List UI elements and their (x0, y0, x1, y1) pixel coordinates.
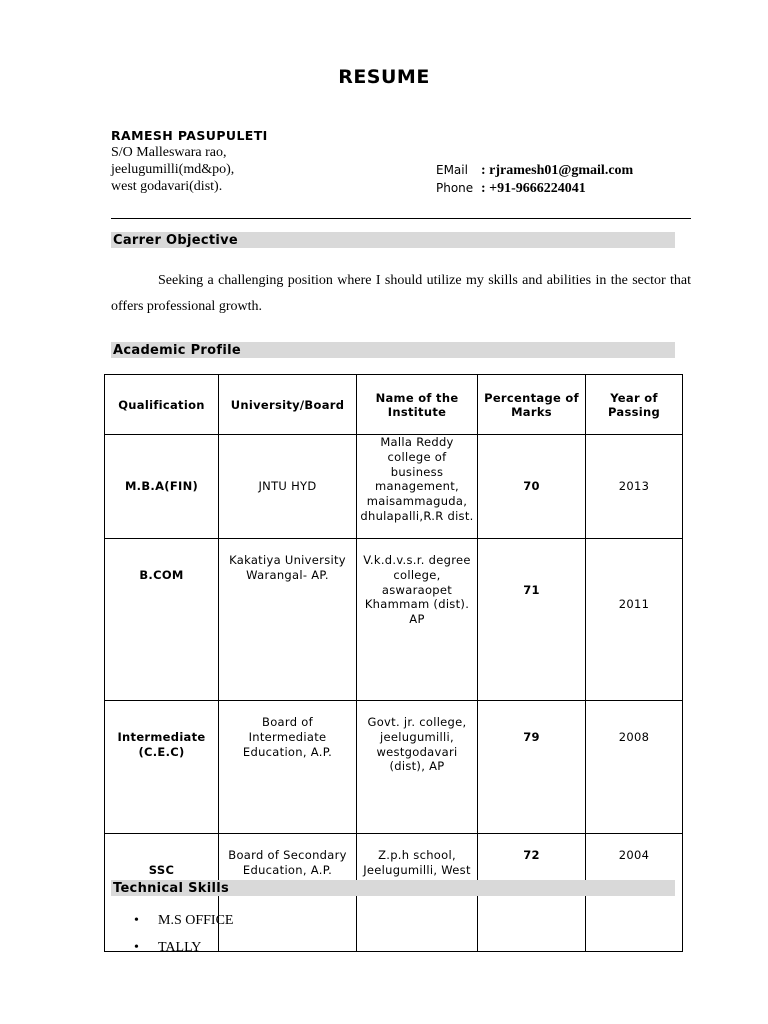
cell-year: 2011 (586, 539, 683, 701)
cell-institute: Z.p.h school, Jeelugumilli, West (357, 834, 478, 952)
cell-percentage: 72 (478, 834, 586, 952)
table-header-row (105, 375, 683, 435)
email-value: : rjramesh01@gmail.com (481, 163, 634, 178)
skills-list (134, 912, 233, 966)
cell-board: Kakatiya University Warangal- AP. (219, 539, 357, 701)
cell-board: Board of Intermediate Education, A.P. (219, 701, 357, 834)
table-row (105, 701, 683, 834)
candidate-name: RAMESH PASUPULETI (111, 128, 268, 143)
phone-row (436, 179, 633, 197)
email-row (436, 161, 633, 179)
cell-institute: Malla Reddy college of business management, maisammaguda, dhulapalli,R.R dist. (357, 435, 478, 539)
contact-block (436, 161, 633, 197)
cell-board: JNTU HYD (219, 435, 357, 539)
phone-value: : +91-9666224041 (481, 181, 586, 196)
address-line-1: S/O Malleswara rao, (111, 145, 227, 160)
header-qualification: Qualification (105, 375, 219, 435)
cell-qualification: SSC (105, 834, 219, 952)
list-item (134, 912, 233, 939)
header-year: Year of Passing (586, 375, 683, 435)
bullet-icon: • (134, 940, 139, 955)
objective-text: Seeking a challenging position where I should utilize my skills and abilities in the sector that offers professional growth. (111, 273, 691, 314)
cell-year: 2004 (586, 834, 683, 952)
cell-percentage: 70 (478, 435, 586, 539)
cell-qualification: Intermediate (C.E.C) (105, 701, 219, 834)
cell-percentage: 79 (478, 701, 586, 834)
cell-board: Board of Secondary Education, A.P. (219, 834, 357, 952)
cell-percentage: 71 (478, 539, 586, 701)
header-percentage: Percentage of Marks (478, 375, 586, 435)
header-institute: Name of the Institute (357, 375, 478, 435)
table-row (105, 435, 683, 539)
cell-year: 2013 (586, 435, 683, 539)
table-row (105, 539, 683, 701)
cell-year: 2008 (586, 701, 683, 834)
header-divider (111, 218, 691, 219)
skill-label: TALLY (158, 940, 202, 955)
academic-table (104, 374, 683, 952)
bullet-icon: • (134, 913, 139, 928)
section-heading-academic: Academic Profile (111, 342, 675, 358)
section-heading-objective: Carrer Objective (111, 232, 675, 248)
phone-label: Phone (436, 181, 474, 195)
list-item (134, 939, 233, 966)
cell-qualification: B.COM (105, 539, 219, 701)
address-line-2: jeelugumilli(md&po), (111, 162, 235, 177)
address-line-3: west godavari(dist). (111, 179, 223, 194)
header-university: University/Board (219, 375, 357, 435)
email-label: EMail (436, 163, 468, 177)
cell-institute: Govt. jr. college, jeelugumilli, westgodavari (dist), AP (357, 701, 478, 834)
section-heading-skills: Technical Skills (111, 880, 675, 896)
cell-institute: V.k.d.v.s.r. degree college, aswaraopet Khammam (dist). AP (357, 539, 478, 701)
skill-label: M.S OFFICE (158, 913, 234, 928)
cell-qualification: M.B.A(FIN) (105, 435, 219, 539)
resume-title: RESUME (338, 66, 430, 88)
address-block (111, 127, 268, 195)
